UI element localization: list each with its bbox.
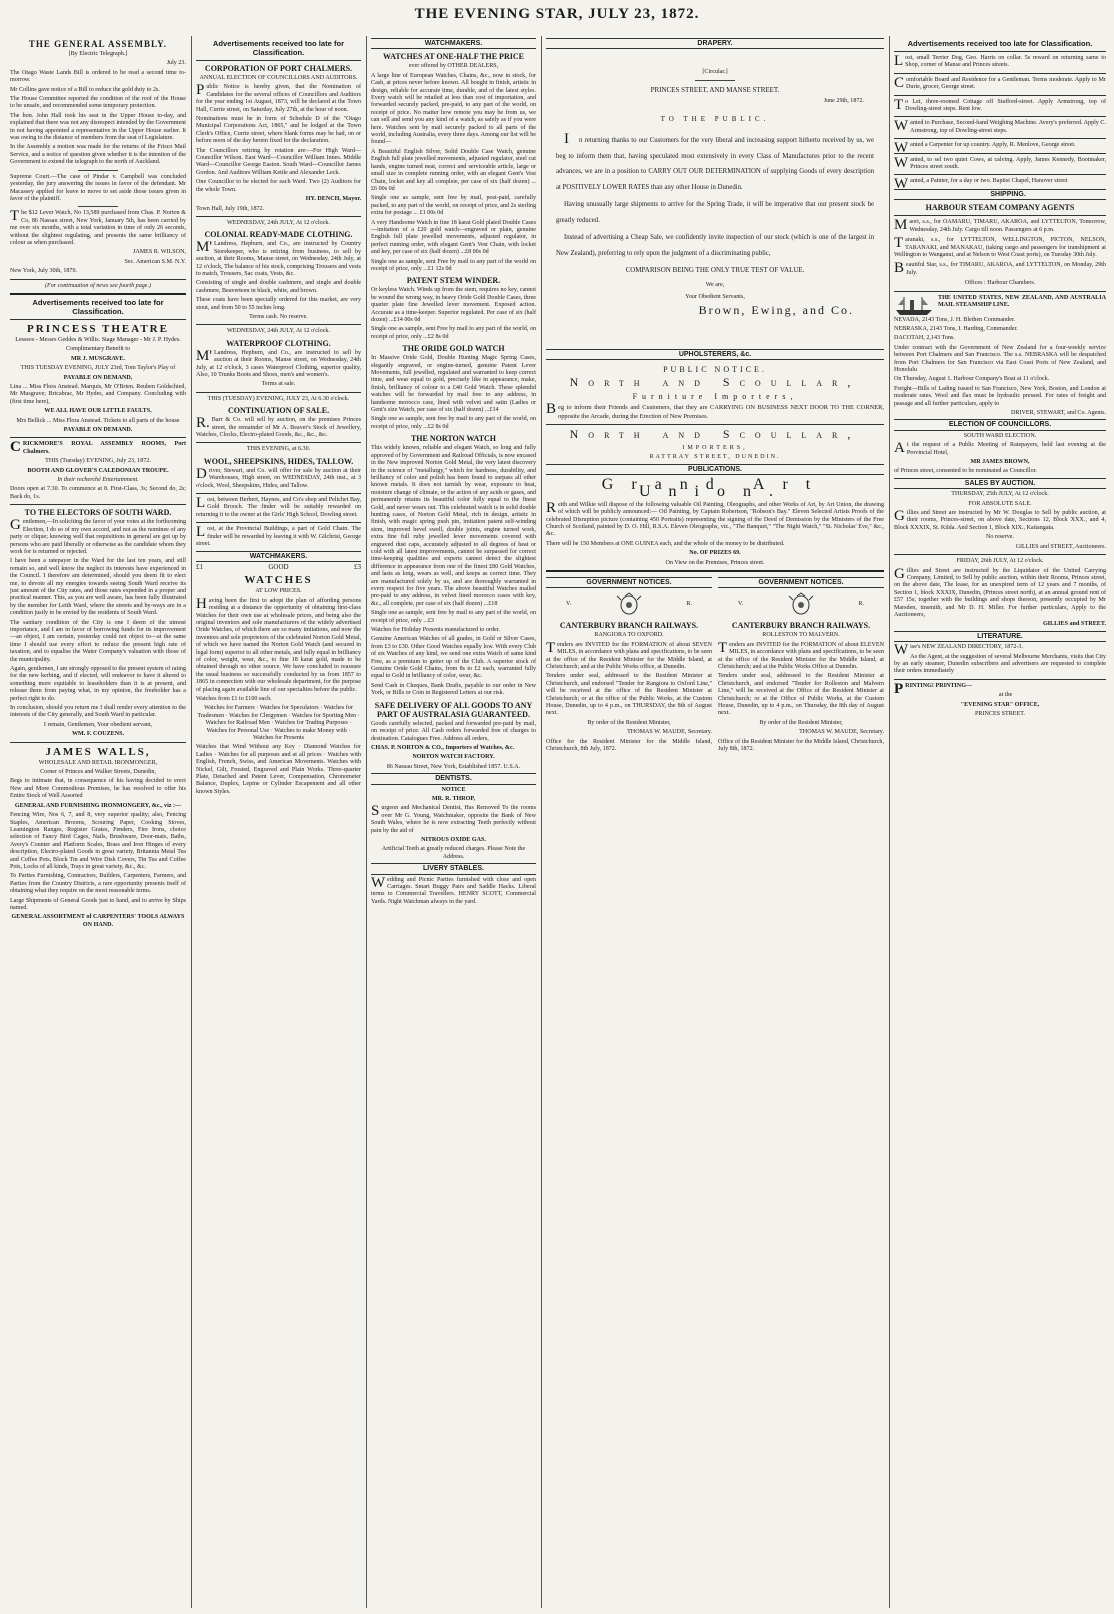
ad-line: THIS TUESDAY EVENING, JULY 23rd, Tom Taylor's Play of bbox=[20, 365, 176, 372]
ad-paragraph: Gillies and Street are instructed by Mr W. Douglas to Sell by public auction, at their rooms, Princes-street, on above date, Sections 12, Block XXX., and 4, Block XXXIX, St. Kilda. And Section 1, Block XIX., Kaitangata. bbox=[894, 508, 1106, 531]
divider bbox=[894, 138, 1106, 139]
ad-heading: WOOL, SHEEPSKINS, HIDES, TALLOW. bbox=[203, 456, 354, 466]
ad-line: WEDNESDAY, 24th JULY, At 12 o'clock. bbox=[227, 328, 330, 335]
classified-ad: Lost, small Terrier Dog, Geo. Harris on collar. 5s reward on returning same to Shop, corner of Manse and Princes streets. bbox=[894, 53, 1106, 69]
ad-subheading: ever offered by OTHER DEALERS, bbox=[408, 63, 499, 70]
candidate-name: MR JAMES BROWN, bbox=[970, 459, 1030, 466]
ad-heading: Wise's NEW ZEALAND DIRECTORY, 1872-3. bbox=[894, 642, 1023, 659]
ad-line: FRIDAY, 26th JULY, At 12 o'clock. bbox=[956, 558, 1044, 565]
column-2 bbox=[196, 36, 361, 1608]
ad-line: Doors open at 7.30. To commence at 8. First-Class, 3s; Second do, 2s; Back do, 1s. bbox=[10, 486, 186, 500]
ad-line: BOOTH AND GLOVER'S CALEDONIAN TROUPE. bbox=[27, 467, 169, 474]
ad-heading: HARBOUR STEAM COMPANY AGENTS bbox=[925, 203, 1075, 213]
classified-ad: To Let, three-roomed Cottage off Stafford-street. Apply Armstrong, top of Dowling-street steps. Rent low. bbox=[894, 96, 1106, 113]
divider bbox=[894, 215, 1106, 216]
ship-line: NEBRASKA, 2143 Tons, I. Harding, Commander. bbox=[894, 325, 1018, 332]
circular-paragraph: In returning thanks to our Customers for the very liberal and increasing support hitherto received by us, we beg to inform them that, having speculated most extensively in every Class of Manufactures prior to the recent advances, we are in a position to CARRY OUT OUR DETERMINATION of supplying Goods of every description at POSITIVELY LOWER RATES than any other House in Dunedin. bbox=[556, 131, 874, 191]
crest-row bbox=[718, 590, 884, 618]
ad-paragraph: Nominations must be in form of Schedule D of the "Otago Municipal Corporations Act, 1865," and be lodged at the Town Clerk's Office, Currie street, where blank forms may be had, on or before noon of the day herein fixed for the declaration. bbox=[196, 116, 361, 145]
ad-line: THIS EVENING, at 6.30. bbox=[246, 446, 311, 453]
news-paragraph: In the Assembly a motion was made for the returns of the Frisco Mail Service, and a notice of question given whether it is the intention of the Government to extend the telegraph to the north of Auckland. bbox=[10, 144, 186, 166]
column-rule bbox=[889, 36, 890, 1608]
ad-paragraph: Gillies and Street are instructed by the Liquidator of the United Carrying Company, Limited, to Sell by public auction, within their Rooms, Princes street, on the above date, The lease, for an unexpired term of 12 years and 7 months, of Section 1, block XXXIX, Dunedin, (Princes street north), at an annual ground rent of £57 15s; together with the buildings and shops thereon, presently occupied by Mr Marsden, tinsmith, and Mr D. H. Miller. For further particulars, Apply to the Auctioneers, bbox=[894, 565, 1106, 618]
ad-line: AT LOW PRICES. bbox=[255, 588, 302, 595]
ad-line: No reserve. bbox=[985, 534, 1015, 541]
ad-line: Begs to intimate that, in consequence of his having decided to erect New and More Commodious Premises, he has resolved to offer his Entire Stock of Well Assorted bbox=[10, 778, 186, 800]
ad-line: IMPORTERS, bbox=[682, 444, 748, 451]
divider bbox=[10, 293, 186, 295]
ad-paragraph: Tenders are INVITED for the FORMATION of about ELEVEN MILES, in accordance with plans and specifications, to be seen at the office of the Resident Minister for the Middle Island, at Christchurch; and at the Public Works Office at Dunedin. bbox=[718, 639, 884, 670]
vr-letter: R. bbox=[858, 600, 864, 607]
circular-paragraph: Instead of advertising a Cheap Sale, we confidently invite inspection of our stock (which is one of the largest in New Zealand), preferring to rely upon the judgment of a discriminating public, bbox=[556, 234, 874, 257]
letter-paragraph: Gentlemen,—In soliciting the favor of your votes at the forthcoming Election, I do so of my own accord, and not as the nominee of any party or clique; knowing well that requisitions in general are got up by persons who are paid liberally or otherwise as the candidate whom they work for is returned or rejected. bbox=[10, 517, 186, 555]
ad-heading: COLONIAL READY-MADE CLOTHING. bbox=[204, 230, 353, 240]
ad-paragraph: Having been the first to adopt the plan of affording persons residing at a distance the opportunity of obtaining first-class Watches for their own use at wholesale prices, and being also the original inventors and sole manufacturers of the widely advertised Oride Watches, of which there are so many imitations, and now the inventors and sole proprietors of the celebrated Norton Gold Metal, of which we have named the Norton Gold Watch (and secured in legal form) superior to all other metals, and fully equal in brilliancy of color, weight, wear, &c., to fine 18 karat gold, made to be obtained through no other source. We have concluded to reassure the usual business so successfully conducted by us from 1857 to 1865 in connection with our wholesale department, for the purpose of placing again available line of our specialties before the public. bbox=[196, 595, 361, 693]
section-heading: DENTISTS. bbox=[371, 773, 536, 784]
ad-line: WEDNESDAY, 24th JULY, At 12 o'clock. bbox=[227, 219, 330, 226]
ad-line: No. OF PRIZES 69. bbox=[689, 550, 741, 557]
ad-line: Large Shipments of General Goods just to hand, and to arrive by Ships named. bbox=[10, 897, 186, 911]
divider bbox=[894, 153, 1106, 154]
classified-ad: Wanted, a Painter, for a day or two. Baptist Chapel, Hanover street bbox=[894, 176, 1068, 193]
ad-heading: THE NORTON WATCH bbox=[410, 434, 497, 444]
ad-line: GOOD bbox=[268, 562, 289, 571]
divider bbox=[196, 324, 361, 325]
ad-heading: CORPORATION OF PORT CHALMERS. bbox=[204, 64, 353, 73]
ad-paragraph: Send Cash in Cheques, Bank Drafts, payable to our order in New York, or Bills or Coin in Registered Letters at our risk. bbox=[371, 682, 536, 697]
section-heading: GOVERNMENT NOTICES. bbox=[546, 577, 712, 588]
ad-heading: CRICKMORE'S ROYAL ASSEMBLY ROOMS, Port Chalmers. bbox=[10, 439, 186, 456]
ad-paragraph: A large line of European Watches, Chains, &c., now in stock, for Cash, at prices never before known. All bought in finish, artistic in design, reliable for accurate time, durable, and of the latest styles. Every watch will be retailed at less than cost of importation, and forwarded securely packed, pre-paid, to any part of the world, on receipt of price. No matter how remote you may be from us, we can sell and send you any kind of a watch, as safely as if you were here. Watches sent by mail securely packed to all parts of the world, including Australia, every three days. Among our list will be found— bbox=[371, 72, 536, 146]
ad-paragraph: One Councillor to be elected for each Ward. Two (2) Auditors for the whole Town. bbox=[196, 179, 361, 193]
signature: THOMAS W. MAUDE, Secretary. bbox=[799, 729, 884, 736]
firm-signature: Brown, Ewing, and Co. bbox=[698, 303, 854, 318]
ad-paragraph: R.Barr & Co. will sell by auction, on the premises Princes street, the remainder of Mr A. Beaver's Stock of Jewellery, Watches, Clocks, Electro-plated Goods, &c., &c., &c. bbox=[196, 415, 361, 439]
ad-heading: PATENT STEM WINDER. bbox=[406, 276, 501, 286]
signature-line: By order of the Resident Minister, bbox=[759, 719, 843, 726]
column-rule bbox=[541, 36, 542, 1608]
ad-paragraph: Watches from £1 to £100 each. bbox=[196, 696, 272, 702]
divider bbox=[546, 424, 884, 425]
ad-paragraph: M'Landress, Hepburn, and Co., are instructed to sell by auction at their Rooms, Manse street, on Wednesday, 24th July, at 12 o'clock, 3 cases Waterproof Clothing, superior quality, Also, 10 Trunks Boots and Shoes, men's and women's. bbox=[196, 347, 361, 378]
ship-line: DACOTAH, 2,143 Tons. bbox=[894, 335, 955, 342]
ad-paragraph: Beg to inform their Friends and Customers, that they are CARRYING ON BUSINESS NEXT DOOR TO THE CORNER, opposite the Arcade, during the Erection of New Premises. bbox=[546, 401, 884, 421]
ad-paragraph: A very Handsome Watch in fine 18 karat Gold plated Double Cases—imitation of a £20 gold watch—engraved or plain, genuine English full plate jewelled movements, adjusted regulator, in perfect running order, with elegant Gent's Vest Chain, with locket and key, per case of six (half dozen) ...£8 00s 0d bbox=[371, 219, 536, 256]
section-heading: SHIPPING. bbox=[894, 189, 1106, 200]
ad-line: THIS (Tuesday) EVENING, July 23, 1872. bbox=[45, 458, 151, 465]
letter-paragraph: I have been a ratepayer in the Ward for the last ten years, and still remain so, and well know the neglect its interests have experienced in the Council. I therefore am determined, should you deem fit to elect me, to devote all my energies towards seeing South Ward receive its just amount of the City rates, and those rates expended in a proper and practical manner. This, as you are well aware, has been fully illustrated by the member for Leith Ward, where the streets and by-ways are in a condition justly to be envied by the residents of South Ward. bbox=[10, 558, 186, 617]
column-1 bbox=[10, 36, 186, 1608]
divider bbox=[10, 319, 186, 320]
ad-paragraph: These coats have been specially ordered for this market, are very stout, and from 50 to 55 inches long. bbox=[196, 297, 361, 311]
comparison-line: COMPARISON BEING THE ONLY TRUE TEST OF VALUE. bbox=[625, 266, 805, 275]
ad-line: GENERAL ASSORTMENT of CARPENTERS' TOOLS ALWAYS ON HAND. bbox=[11, 914, 185, 928]
ad-heading: CONTINUATION OF SALE. bbox=[227, 406, 330, 416]
art-union-heading: Grand Art Union. bbox=[601, 475, 829, 501]
signature: GILLIES and STREET. bbox=[1042, 621, 1106, 628]
ad-paragraph: Single one as sample, sent free by mail to any part of the world, on receipt of price, only ...£2 8s 0d bbox=[371, 416, 536, 430]
ad-paragraph: of Princes street, consented to be nominated as Councillor. bbox=[894, 468, 1037, 475]
ad-paragraph: Single one as sample, sent free by mail, post-paid, carefully packed, to any part of the world, on receipt of price, and 2s sterling extra for postage ... £1 00s 0d bbox=[371, 195, 536, 217]
ad-heading: CANTERBURY BRANCH RAILWAYS. bbox=[731, 621, 871, 631]
ad-line: PAYABLE ON DEMAND. bbox=[63, 427, 133, 434]
ad-line: GENERAL AND FURNISHING IRONMONGERY, &c., viz :— bbox=[14, 802, 182, 809]
divider bbox=[546, 570, 884, 572]
circular-label: [Circular.] bbox=[702, 69, 728, 76]
section-heading: DRAPERY. bbox=[546, 38, 884, 49]
divider bbox=[10, 437, 186, 438]
section-heading: ELECTION OF COUNCILLORS. bbox=[894, 419, 1106, 430]
ad-line: NORTON WATCH FACTORY. bbox=[412, 754, 495, 761]
gov-notice-right bbox=[718, 575, 884, 756]
ad-line: Offices : Harbour Chambers. bbox=[964, 280, 1036, 287]
classified-ad: Wanted to Purchase, Second-hand Weighing Machine. Avery's preferred. Apply C. Armstrong, top of Dowling-street steps. bbox=[894, 118, 1106, 135]
ad-subheading: ANNUAL ELECTION OF COUNCILLORS AND AUDITORS. bbox=[199, 75, 358, 81]
ad-line: Lessees - Messrs Geddes & Willis. Stage Manager - Mr J. P. Hydes. bbox=[15, 336, 181, 343]
ad-line: at the bbox=[998, 692, 1013, 699]
court-report: Supreme Court.—The case of Pindar v. Campbell was concluded yesterday, the jury answering the issues in favor of the defendant. Mr Macassey applied for leave to move to set aside those issues given in favor of the plaintiff. bbox=[10, 173, 186, 202]
dateline: Office of the Resident Minister for the Middle Island, Christchurch, July 8th, 1872. bbox=[718, 738, 884, 753]
shipping-notice: Maori, s.s., for OAMARU, TIMARU, AKAROA, and LYTTELTON, Tomorrow, Wednesday, 24th July. Cargo till noon. Passengers at 6 p.m. bbox=[894, 217, 1106, 234]
section-heading: WATCHMAKERS. bbox=[196, 551, 361, 562]
letter-paragraph: In conclusion, should you return me I shall render every attention to the interests of the City generally, and South Ward in particular. bbox=[10, 705, 186, 719]
ad-paragraph: A Beautiful English Silver, Solid Double Case Watch, genuine English full plate jewelled movements, adjusted regulator, steel cut hands, engine turned neat, correct and serviceable article, large or small size in complete running order, with an elegant Gent's Vest Chain, locket and key all complete, per case of six (half dozen) ...£6 00s 0d bbox=[371, 148, 536, 192]
electors-heading: TO THE ELECTORS OF SOUTH WARD. bbox=[24, 508, 172, 518]
letter-closing: I remain, Gentlemen, Your obedient servant, bbox=[43, 721, 153, 728]
route-line: ROLLESTON TO MALVERN. bbox=[762, 632, 840, 639]
section-heading: PUBLICATIONS. bbox=[546, 464, 884, 475]
divider bbox=[894, 73, 1106, 74]
divider bbox=[695, 80, 735, 81]
ad-paragraph: Tenders are INVITED for the FORMATION of about SEVEN MILES, in accordance with plans and specifications, to be seen at the office of the Resident Minister for the Middle Island, at Christchurch; and at the Public Works office, at Dunedin. bbox=[546, 639, 712, 670]
telegraph-note: [By Electric Telegraph.] bbox=[68, 51, 128, 57]
firm-subtitle: Furniture Importers, bbox=[632, 391, 798, 401]
divider bbox=[196, 493, 361, 494]
signature: CHAS. P. NORTON & CO., Importers of Watches, &c. bbox=[371, 744, 515, 751]
ship-line: NEVADA, 2143 Tons, J. H. Blethen Commander. bbox=[894, 316, 1016, 323]
divider bbox=[78, 170, 118, 171]
watch-testimonial: The $12 Lever Watch, No 13,589 purchased from Chas. P. Norton & Co, 86 Nassau street, New York, January 5th, has been carried by me over six months, with a total variation in time of only 26 seconds, without the slightest regulating, and presents the same brilliancy of colour as when purchased. bbox=[10, 208, 186, 246]
divider bbox=[196, 392, 361, 393]
assembly-heading: THE GENERAL ASSEMBLY. bbox=[28, 39, 168, 49]
ad-paragraph: Consisting of single and double cashmere, and single and double cashmere, Beaverteen in black, white, and brown. bbox=[196, 280, 361, 294]
ad-paragraph: In Massive Oride Gold, Double Hunting Magic Spring Cases, elegantly engraved, or engine-turned, genuine Patent Lever Movements, full jewelled, regulated and warranted to keep correct time, and wear equal to gold, precisely like in appearance, make, finish, brilliancy of colour to a £40 Gold Watch. These splendid watches will be forwarded by mail free to any address, in handsome morocco case, lined with velvet and satin (Ladies or Gent's size Watch, per case of six (half dozen) ...£14 bbox=[371, 355, 536, 414]
ad-line: PAYABLE ON DEMAND, bbox=[63, 374, 133, 381]
signature: DRIVER, STEWART, and Co. Agents. bbox=[1011, 410, 1106, 416]
signature: WM. F. COUZENS. bbox=[71, 731, 125, 738]
address: PRINCES STREET, AND MANSE STREET. bbox=[650, 85, 780, 94]
lost-notice: Lost, between Herbert, Haynes, and Co's shop and Pelichet Bay, Gold Brooch. The finder will be suitably rewarded on returning it to the owner at the Girls' High School, Dowling street. bbox=[196, 495, 361, 518]
ad-line: THIS (TUESDAY) EVENING, JULY 23, At 6.30 o'clock. bbox=[207, 395, 350, 402]
divider bbox=[10, 279, 186, 280]
late-ads-heading: Advertisements received too late for Classification. bbox=[907, 39, 1093, 48]
address: 86 Nassau Street, New York, Established 1857. U.S.A. bbox=[386, 763, 521, 770]
price-row bbox=[196, 564, 361, 571]
ad-paragraph: On Thursday, August 1. Harbour Company's Boat at 11 o'clock. bbox=[894, 376, 1050, 383]
ad-line: Mrs Bellick ... Miss Flora Anstead. Tickets to all parts of the house bbox=[16, 417, 180, 424]
ad-line: NITROUS OXIDE GAS. bbox=[421, 836, 486, 843]
shipping-notice: Beautiful Star, s.s., for TIMARU, AKAROA, and LYTTELTON, on Monday, 29th July. bbox=[894, 260, 1106, 277]
ad-paragraph: Tenders under seal, addressed to the Resident Minister at Christchurch, and endorsed "Tender for Rangiora to Oxford Line," will be received at the office of the Resident Minister at Christchurch; or at the office of the Public Works, at the Custom House, Dunedin, up to 4 p.m., on THURSDAY, the 8th of August next. bbox=[546, 673, 712, 717]
classified-ad: Wanted, to sel two quiet Cows, at calving. Apply, James Kennedy, Bootmaker, Princes street south. bbox=[894, 154, 1106, 171]
news-paragraph: The Otago Waste Lands Bill is ordered to be read a second time to-morrow. bbox=[10, 69, 186, 84]
gov-notice-left bbox=[546, 575, 712, 756]
ad-paragraph: At the request of a Public Meeting of Ratepayers, held last evening at the Provincial Hotel, bbox=[894, 440, 1106, 457]
ad-line: Artificial Teeth at greatly reduced charges. Please Note the Address. bbox=[381, 846, 526, 860]
ad-paragraph: Goods carefully selected, packed and forwarded pre-paid by mail, on receipt of price. All Cash orders forwarded free of charges to destination. Catalogues Free. Address all orders, bbox=[371, 720, 536, 742]
divider bbox=[894, 174, 1106, 175]
divider bbox=[196, 442, 361, 443]
ad-paragraph: Freight—Bills of Lading issued to San Francisco, New York, Boston, and London at moderate rates. Wool and flax must be hydraulic pressed. For rates of freight and passage and all further particulars, apply to bbox=[894, 385, 1106, 407]
divider bbox=[894, 554, 1106, 555]
ad-heading: SOUTH WARD ELECTION. bbox=[963, 432, 1037, 439]
divider bbox=[10, 742, 186, 743]
ad-heading: WATCHES bbox=[244, 574, 313, 587]
royal-crest-icon bbox=[786, 592, 816, 616]
continuation-note: (For continuation of news see fourth page.) bbox=[44, 282, 152, 289]
ad-line: Corner of Princes and Walker Streets, Dunedin, bbox=[40, 769, 156, 776]
divider bbox=[196, 216, 361, 217]
ad-line: PRINCES STREET. bbox=[975, 711, 1025, 717]
section-heading: LITERATURE. bbox=[894, 631, 1106, 642]
divider bbox=[196, 522, 361, 523]
ad-paragraph: Watches for Holiday Presents manufactured to order. bbox=[371, 627, 500, 634]
lost-notice: Lost, at the Provincial Buildings, a part of Gold Chain. The finder will be rewarded by leaving it with W. Gilchrist, George street. bbox=[196, 524, 361, 548]
ad-paragraph: Wedding and Picnic Parties furnished with close and open Carriages. Smart Buggy Pairs and Saddle Hacks. Liberal terms to Commercial Travellers. HENRY SCOTT, Commercial Yards. Night Watchman always in the yard. bbox=[371, 874, 536, 905]
ad-paragraph: Under contract with the Government of New Zealand for a four-weekly service between Port Chalmers and San Francisco. The s.s. NEBRASKA will be despatched from Port Chalmers for San Francisco via East Coast Ports of New Zealand, and Honolulu bbox=[894, 344, 1106, 373]
ad-line: On View on the Premises, Princes street. bbox=[665, 559, 765, 566]
divider bbox=[894, 95, 1106, 96]
ad-line: THURSDAY, 25th JULY, At 12 o'clock. bbox=[951, 491, 1049, 498]
dateline: July 23. bbox=[166, 60, 186, 67]
ad-heading: THE UNITED STATES, NEW ZEALAND, AND AUSTRALIA MAIL STEAMSHIP LINE. bbox=[938, 294, 1106, 308]
divider bbox=[10, 504, 186, 505]
ad-line: MR J. MUSGRAVE. bbox=[70, 355, 126, 362]
news-paragraph: The House Committee reported the condition of the roof of the House to be unsafe, and recommended some temporary protection. bbox=[10, 96, 186, 110]
dateline: Office for the Resident Minister for the Middle Island, Christchurch, 8th July, 1872. bbox=[546, 738, 712, 753]
ad-list: Watches for Farmers · Watches for Speculators · Watches for Tradesmen · Watches for Clergymen · Watches for Sporting Men · Watches for Railroad Men · Watches for Trading Purposes · Watches for Personal Use · Watches to make Money with · Watches for Presents bbox=[197, 705, 360, 742]
section-heading: SALES BY AUCTION. bbox=[894, 478, 1106, 489]
ad-heading: WATCHES AT ONE-HALF THE PRICE bbox=[383, 52, 524, 62]
signature: GILLIES and STREET, Auctioneers. bbox=[1015, 543, 1106, 550]
divider bbox=[894, 291, 1106, 292]
us-mail-line bbox=[894, 295, 1106, 310]
ad-paragraph: Reith and Wilkie will dispose of the following valuable Oil Painting, Oleographs, and other Works of Art, by Art Union, the drawing of which will be publicly announced:— Oil Painting, by Captain Robertson, "Robson's Bay." Eleven Selected Artists Proofs of the celebrated Disruption picture (containing 450 Portraits) representing the signing of the Deed of Demission by the Ministers of the Free Church of Scotland, painted by D. O. Hill, R.S.A. Eleven Oleographs, viz., "The Banquet," "The Night Watch," "St. Nicholas' Eve," &c., &c. bbox=[546, 499, 884, 538]
ad-line: In their recherché Entertainment. bbox=[57, 477, 139, 484]
signature: HY. DENCH, Mayor. bbox=[305, 196, 361, 203]
section-heading: LIVERY STABLES. bbox=[371, 863, 536, 874]
circular-paragraph: Having unusually large shipments to arrive for the Spring Trade, it will be imperative that our present stock be greatly reduced. bbox=[556, 201, 874, 224]
newspaper-title: THE EVENING STAR, JULY 23, 1872. bbox=[414, 6, 700, 22]
signature: THOMAS W. MAUDE, Secretary. bbox=[627, 729, 712, 736]
ad-paragraph: Watches that Wind Without any Key · Diamond Watches for Ladies · Watches for all purposes and at all prices · Watches with English, French, Swiss, and American Movements. Watches with Nickel, Gilt, Frosted, Engraved and Plain Works. Three-quarter Plate, Detached and Patent Lever, Compensation, Chronometer Balance, Duplex, Lepine or Cylinder Escapement and all other known Styles. bbox=[196, 744, 361, 795]
ad-line: WE ALL HAVE OUR LITTLE FAULTS. bbox=[44, 408, 152, 415]
to-public-heading: TO THE PUBLIC. bbox=[660, 114, 770, 123]
divider bbox=[196, 60, 361, 61]
ad-paragraph: This widely known, reliable and elegant Watch, so long and fully approved of by Government and Railroad Officials, is now encased in the New improved Norton Gold Metal, the very latest discovery in the science of "metallurgy," which for hardness, durability, and brilliancy of color and polish has been found to surpass all other known metals. It does not tarnish by wear, exposure to heat, moisture change of climate, or the action of any acids or gases, and permanently retains its beautiful color fully equal to the finest Gold, and never wears out. This celebrated watch is in solid double hunting cases, of Norton Gold Metal, rich in design, artistic in finish, with magic spring push pin, imitation patent self-winding stem, improved bevel swell, double joints, engine turned work, extra fine full ruby jewelled lever movements covered with engraved dust caps, accurately adjusted to all degrees of heat or cold with all latest improvements, cannot be surpassed for correct time-keeping qualities and experts cannot detect the slightest difference in appearance from one of the finest £80 Gold Watches, and lasts as long, wears as well, and keeps as correct time. They are manufactured solely by us, and are thoroughly warranted in every respect for five years. The above beautiful Watches mailed pre-paid to any address, in velvet lined morocco cases with key, &c., all complete, per case of six (half dozen) ...£18 bbox=[371, 445, 536, 607]
section-heading: WATCHMAKERS. bbox=[371, 38, 536, 49]
ad-paragraph: Public Notice is hereby given, that the Nomination of Candidates for the several offices of Councillors and Auditors for the year ending 1st August, 1873, will be declared at the Town Hall, Currie street, on Saturday, July 27th, at the hour of noon. bbox=[196, 82, 361, 113]
route-line: RANGIORA TO OXFORD. bbox=[594, 632, 664, 639]
letter-paragraph: The sanitary condition of the City is one I deem of the utmost importance, and I am in favor of borrowing funds for its improvement—an object, I am certain, yesterday could not object to—at the same time I should use every effort to reduce the present high rate of taxation, and to equalise the Water Company's valuation with those of the municipality. bbox=[10, 619, 186, 663]
shipping-notice: Taranaki, s.s., for LYTTELTON, WELLINGTON, PICTON, NELSON, TARANAKI, and MANAKAU, (taking cargo and passengers for transhipment at Wellington to Wanganui, and at Nelson to West Coast ports), on Tuesday 30th July. bbox=[894, 235, 1106, 258]
ad-paragraph: Surgeon and Mechanical Dentist, Has Removed To the rooms over Mr G. Young, Watchmaker, opposite the Bank of New South Wales, where he is now extracting Teeth perfectly without pain by the aid of bbox=[371, 803, 536, 834]
ad-line: To Parties Furnishing, Contractors, Builders, Carpenters, Farmers, and Parties from the Country Districts, a rare opportunity presents itself of obtaining what they require on the most reasonable terms. bbox=[10, 873, 186, 895]
firm-name: North and Scoullar, bbox=[569, 427, 861, 442]
ad-heading: PRINTING! PRINTING— bbox=[894, 680, 973, 697]
ad-paragraph: Or keyless Watch. Winds up from the stem, requires no key, cannot be wound the wrong way, in heavy Oride Gold Double Cases, three quarter plate fine Jewelled lever movement. Exposed action. Accurate as a time-keeper. Superior regulated. Per case of six (half dozen) ...£14 00s 0d bbox=[371, 287, 536, 323]
ad-line: FOR ABSOLUTE SALE. bbox=[968, 500, 1032, 507]
dateline: June 29th, 1872. bbox=[823, 98, 864, 105]
royal-crest-icon bbox=[614, 592, 644, 616]
ad-paragraph: Single one as sample, sent free by mail to any part of the world, on receipt of price, only ...£3 bbox=[371, 610, 536, 624]
section-heading: UPHOLSTERERS, &c. bbox=[546, 349, 884, 360]
ad-heading: SAFE DELIVERY OF ALL GOODS TO ANY PART OF AUSTRALASIA GUARANTEED. bbox=[374, 700, 533, 719]
signature-title: Sec. American S.M. N.Y. bbox=[124, 258, 186, 265]
ad-paragraph: There will be 150 Members at ONE GUINEA each, and the whole of the money to be distributed. bbox=[546, 540, 785, 547]
signature-line: By order of the Resident Minister, bbox=[587, 719, 671, 726]
price-low: £1 bbox=[196, 562, 203, 571]
ad-line: Fencing Wire, Nos 6, 7, and 8, very superior quality; also, Fencing Staples, American Brooms, Scouring Paper, Cooking Stoves, Leamington Ranges, Register Grates, Fenders, Fire Irons, choice selection of Fancy Bird Cages, Nails, Brushware, Door-mats, Baths, Avery's Counter and Platform Scales, Brass and Iron Hinges of every description, Electro-plated Goods in great variety, Britannia Metal Tea and Coffee Pots, Block Tin and Wire Dish Covers, Tin Tea and Coffee Pots, Locks of all kinds, Trays in great variety, &c., &c. bbox=[10, 812, 186, 870]
government-notices bbox=[546, 575, 884, 756]
ad-line: Terms cash. No reserve. bbox=[249, 313, 308, 320]
vr-letter: V. bbox=[566, 600, 572, 607]
masthead bbox=[0, 0, 1114, 30]
ad-line: NOTICE bbox=[441, 786, 466, 793]
news-paragraph: The hon. John Hall took his seat in the Upper House to-day, and explained that there was not any disrespect intended by the Government in not having appointed a representative in the Upper House earlier. It was owing to the distance of members from the seat of Legislature. bbox=[10, 112, 186, 142]
section-heading: GOVERNMENT NOTICES. bbox=[718, 577, 884, 588]
classified-ad: Wanted a Carpenter for up country. Apply, R. Menlove, George street. bbox=[894, 140, 1076, 157]
ad-paragraph: The Councillors retiring by rotation are:—For High Ward—Councillor Wilson. East Ward—Councillor William Innes. Middle Ward—Councillor George Easton. South Ward—Councillor James Gordon. And Auditors William Kettle and Alexander Leck. bbox=[196, 147, 361, 176]
ad-line: "EVENING STAR" OFFICE, bbox=[960, 701, 1040, 708]
ad-heading: WATERPROOF CLOTHING. bbox=[226, 338, 331, 348]
ad-line: WHOLESALE AND RETAIL IRONMONGER, bbox=[38, 759, 158, 766]
dateline: New York, July 30th, 1870. bbox=[10, 268, 78, 275]
column-6 bbox=[894, 36, 1106, 1608]
letter-paragraph: Again, gentlemen, I am strongly opposed to the present system of rating for the new kerbing, and if elected, will endeavor to have it altered to something more equitable to leaseholders than it is at present, and release them from paying what, in my opinion, the freeholder has a perfect right to do. bbox=[10, 666, 186, 702]
ad-paragraph: Tenders under seal, addressed to the Resident Minister at Christchurch, and endorsed "Tender for Rolleston and Malvern Line," will be received at the Office of the Resident Minister at Christchurch; or at the Office of Public Works, at the Custom House, Dunedin, up to 4 p.m., on Thursday, the 8th day of August next. bbox=[718, 673, 884, 717]
divider bbox=[894, 679, 1106, 680]
divider bbox=[78, 206, 118, 207]
theatre-heading: PRINCESS THEATRE bbox=[27, 322, 169, 335]
steamship-icon bbox=[894, 295, 934, 317]
closing-line: We are, bbox=[705, 282, 725, 289]
ad-paragraph: As the Agent, at the suggestion of several Melbourne Merchants, visits that City by an early steamer, Dunedin subscribers and advertisers are requested to complete their orders immediately bbox=[894, 653, 1106, 675]
ad-paragraph: Single one as sample, sent Free by mail to any part of the world on receipt of price, only ...£1 12s 0d bbox=[371, 258, 536, 272]
firm-name: North and Scoullar, bbox=[569, 375, 861, 390]
notice-heading: PUBLIC NOTICE. bbox=[663, 365, 767, 375]
column-4-5 bbox=[546, 36, 884, 1608]
price-high: £3 bbox=[353, 562, 361, 571]
column-3 bbox=[371, 36, 536, 1608]
ad-heading: JAMES WALLS, bbox=[45, 745, 151, 758]
dateline: Town Hall, July 19th, 1872. bbox=[196, 205, 265, 212]
ad-heading: CANTERBURY BRANCH RAILWAYS. bbox=[559, 621, 699, 631]
late-ads-heading: Advertisements received too late for Classification. bbox=[32, 297, 164, 316]
ad-line: MR. R. THROP, bbox=[431, 795, 476, 802]
ad-paragraph: Single one as sample, sent Free by mail to any part of the world, on receipt of price, only ...£2 8s 0d bbox=[371, 326, 536, 340]
ad-paragraph: Driver, Stewart, and Co. will offer for sale by auction at their Warehouses, High street, on WEDNESDAY, 24th inst., at 3 o'clock, Wool, Sheepskins, Hides, and Tallow. bbox=[196, 465, 361, 489]
divider bbox=[894, 116, 1106, 117]
late-ads-heading: Advertisements received too late for Classification. bbox=[212, 39, 345, 57]
ad-paragraph: M'Landress, Hepburn, and Co., are instructed by Country Storekeeper, who is retiring from business, to sell by auction, at their Rooms, Manse street, on Wednesday, 24th July, at 12 o'clock, The balance of his stock, comprising Trousers and vests to match, Trousers, Sac coats, Vests, &c. bbox=[196, 239, 361, 277]
column-rule bbox=[191, 36, 192, 1608]
ad-line: Lina ... Miss Flora Anstead. Marquis, Mr O'Brien. Reuben Goldschied, Mr Musgrave; Bricabrac, Mr Hydes, and Company. Concluding with (first time here), bbox=[10, 384, 186, 405]
news-paragraph: Mr Collins gave notice of a Bill to reduce the gold duty to 2s. bbox=[10, 86, 160, 93]
address: RATTRAY STREET, DUNEDIN. bbox=[649, 454, 781, 461]
ad-line: Complimentary Benefit to bbox=[66, 346, 130, 353]
classified-ad: Comfortable Board and Residence for a Gentleman. Terms moderate. Apply to Mr Durie, grocer, George street. bbox=[894, 74, 1106, 91]
signature: JAMES R. WILSON, bbox=[132, 249, 186, 256]
crest-row bbox=[546, 590, 712, 618]
drapery-circular bbox=[546, 133, 884, 261]
divider bbox=[894, 51, 1106, 52]
ad-paragraph: Genuine American Watches of all grades, in Gold or Silver Cases, from £3 to £30. Other Good Watches equally low. With every Club of six Watches of any kind, we send one extra Watch of same kind Free, as a premium to getter up of the Club. A superior stock of Genuine Oride Gold Chains, from 8s to £2 each, warranted fully equal to Gold in brilliancy of color, wear, &c. bbox=[371, 636, 536, 680]
closing-line: Your Obedient Servants, bbox=[685, 293, 745, 300]
vr-letter: V. bbox=[738, 600, 744, 607]
ad-heading: THE ORIDE GOLD WATCH bbox=[402, 344, 505, 354]
ad-line: Terms at sale. bbox=[261, 381, 296, 388]
column-rule bbox=[366, 36, 367, 1608]
vr-letter: R. bbox=[686, 600, 692, 607]
